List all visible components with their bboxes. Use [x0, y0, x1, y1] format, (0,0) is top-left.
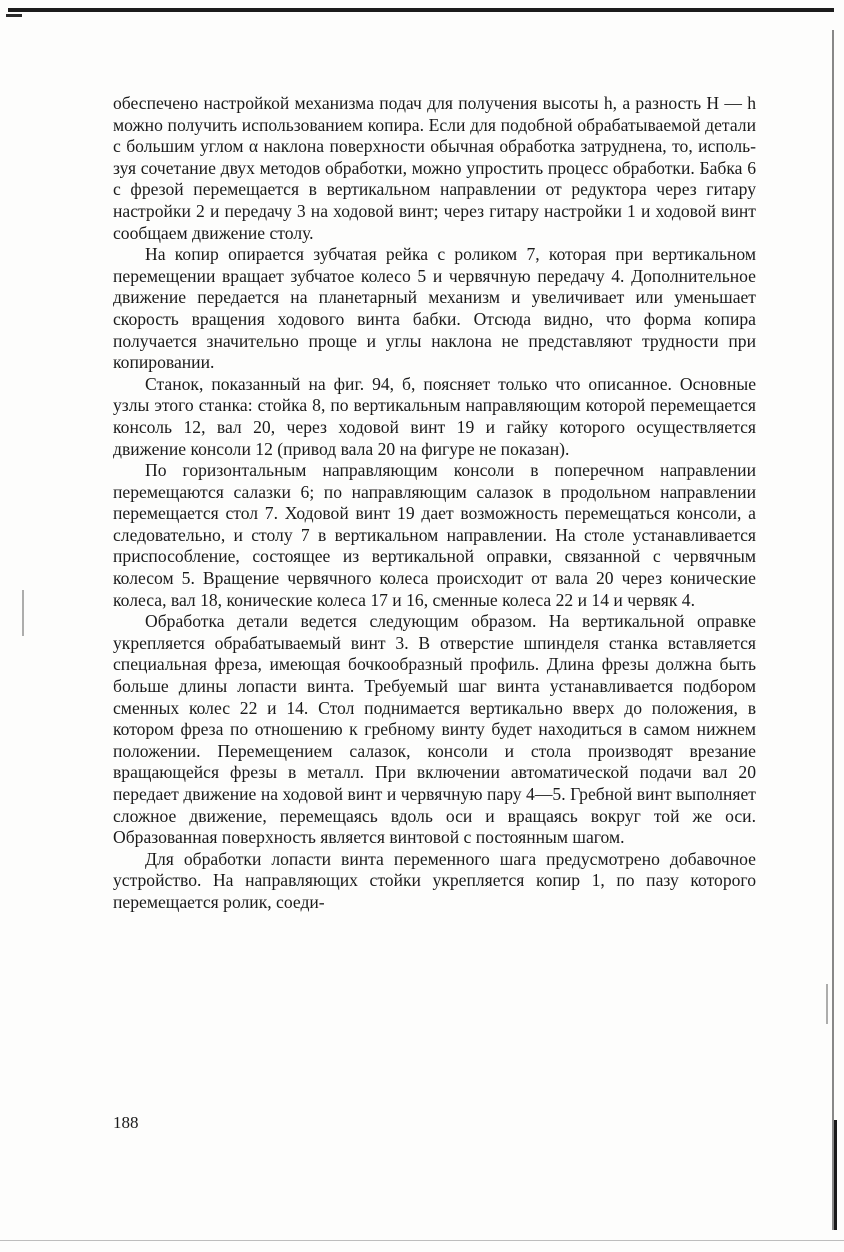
right-margin-mark — [826, 984, 828, 1024]
right-scan-edge — [832, 30, 834, 1230]
left-margin-mark — [22, 590, 24, 636]
paragraph: Обработка детали ведется следующим образом. На вертикальной оправке укрепляется обрабатываемый винт 3. В отверстие шпинделя станка вставляется специальная фреза, имеющая бочкообразный профиль. Длина фрезы должна быть больше длины лопасти винта. Требуемый шаг винта устанавливается подбором сменных колес 22 и 14. Стол поднимается вертикально вверх до положения, в котором фреза по отношению к гребному винту будет находиться в самом нижнем положении. Перемещением салазок, консоли и стола производят врезание вращающейся фрезы в металл. При включении автоматической подачи вал 20 передает движение на ходовой винт и червячную пару 4—5. Гребной винт выполняет сложное движение, перемещаясь вдоль оси и вращаясь вокруг той же оси. Образованная поверхность является винтовой с постоянным шагом. — [113, 611, 756, 848]
paragraph: Для обработки лопасти винта переменного шага предусмотрено добавочное устройство. На направляющих стойки укрепляется копир 1, по пазу которого перемещается ролик, соеди- — [113, 848, 756, 912]
top-left-scan-mark — [6, 14, 22, 17]
right-scan-edge-dark — [834, 1120, 837, 1230]
body-text — [113, 93, 756, 914]
paragraph: обеспечено настройкой механизма подач для получения высоты h, а разность H — h можно получить использованием копира. Если для подобной обрабатываемой детали с большим углом α наклона поверхности обычная обработка затруднена, то, используя сочетание двух методов обработки, можно упростить процесс обработки. Бабка 6 с фрезой перемещается в вертикальном направлении от редуктора через гитару настройки 2 и передачу 3 на ходовой винт; через гитару настройки 1 и ходовой винт сообщаем движение столу. — [113, 93, 756, 243]
paragraph: Станок, показанный на фиг. 94, б, поясняет только что описанное. Основные узлы этого станка: стойка 8, по вертикальным направляющим которой перемещается консоль 12, вал 20, через ходовой винт 19 и гайку которого осуществляется движение консоли 12 (привод вала 20 на фигуре не показан). — [113, 373, 756, 459]
paragraph: На копир опирается зубчатая рейка с роликом 7, которая при вертикальном перемещении вращает зубчатое колесо 5 и червячную передачу 4. Дополнительное движение передается на планетарный механизм и увеличивает или уменьшает скорость вращения ходового винта бабки. Отсюда видно, что форма копира получается значительно проще и углы наклона не представляют трудности при копировании. — [113, 244, 756, 373]
paragraph: По горизонтальным направляющим консоли в поперечном направлении перемещаются салазки 6; по направляющим салазок в продольном направлении перемещается стол 7. Ходовой винт 19 дает возможность перемещаться консоли, а следовательно, и столу 7 в вертикальном направлении. На столе устанавливается приспособление, состоящее из вертикальной оправки, связанной с червячным колесом 5. Вращение червячного колеса происходит от вала 20 через конические колеса, вал 18, конические колеса 17 и 16, сменные колеса 22 и 14 и червяк 4. — [113, 460, 756, 610]
top-scan-edge — [8, 8, 834, 12]
page-number: 188 — [113, 1113, 139, 1132]
bottom-scan-edge — [0, 1240, 844, 1241]
